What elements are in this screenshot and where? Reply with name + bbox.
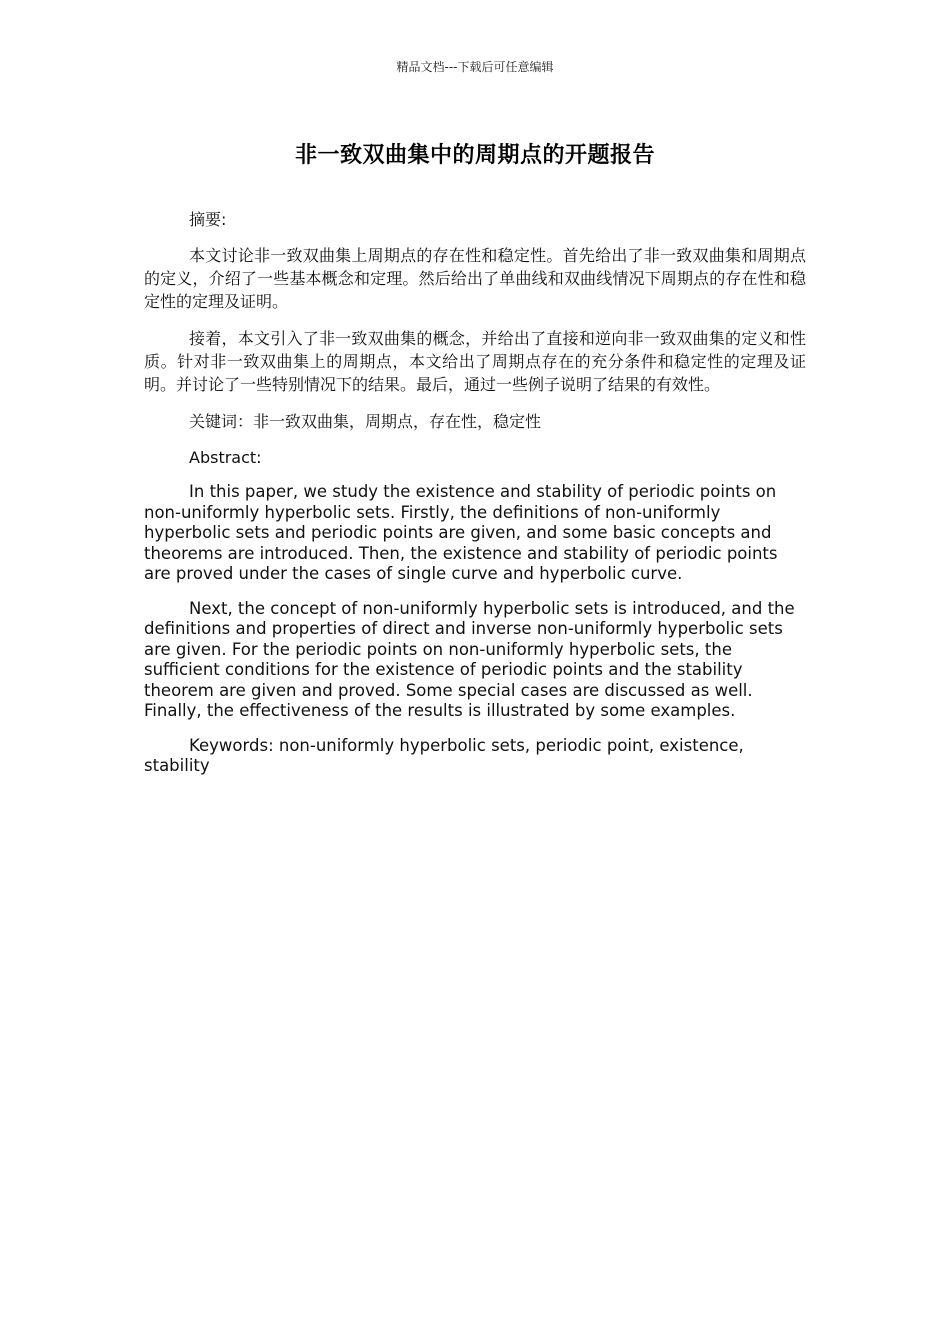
- keywords-cn: 关键词：非一致双曲集，周期点，存在性，稳定性: [189, 412, 542, 431]
- keywords-en: Keywords: non-uniformly hyperbolic sets, periodic point, existence, stability: [144, 735, 744, 775]
- abstract-cn-paragraph-2: 接着，本文引入了非一致双曲集的概念，并给出了直接和逆向非一致双曲集的定义和性质。针对非一致双曲集上的周期点，本文给出了周期点存在的充分条件和稳定性的定理及证明。并讨论了一些特别情况下的结果。最后，通过一些例子说明了结果的有效性。: [144, 329, 806, 394]
- abstract-en-paragraph-2: Next, the concept of non-uniformly hyperbolic sets is introduced, and the definitions and properties of direct and inverse non-uniformly hyperbolic sets are given. For the periodic points on non-uniformly hyperbolic sets, the sufficient conditions for the existence of periodic points and the stability theorem are given and proved. Some special cases are discussed as well. Finally, the effectiveness of the results is illustrated by some examples.: [144, 598, 795, 720]
- abstract-en-paragraph-1: In this paper, we study the existence and stability of periodic points on non-uniformly hyperbolic sets. Firstly, the definitions of non-uniformly hyperbolic sets and periodic points are given, and some basic concepts and theorems are introduced. Then, the existence and stability of periodic points are proved under the cases of single curve and hyperbolic curve.: [144, 482, 778, 583]
- document-title: 非一致双曲集中的周期点的开题报告: [294, 143, 655, 168]
- abstract-cn-label: 摘要:: [189, 210, 227, 229]
- abstract-en-label: Abstract:: [189, 448, 262, 467]
- abstract-cn-paragraph-1: 本文讨论非一致双曲集上周期点的存在性和稳定性。首先给出了非一致双曲集和周期点的定义，介绍了一些基本概念和定理。然后给出了单曲线和双曲线情况下周期点的存在性和稳定性的定理及证明。: [144, 246, 806, 311]
- document-body: [144, 208, 806, 791]
- header-note: 精品文档---下载后可任意编辑: [396, 60, 554, 74]
